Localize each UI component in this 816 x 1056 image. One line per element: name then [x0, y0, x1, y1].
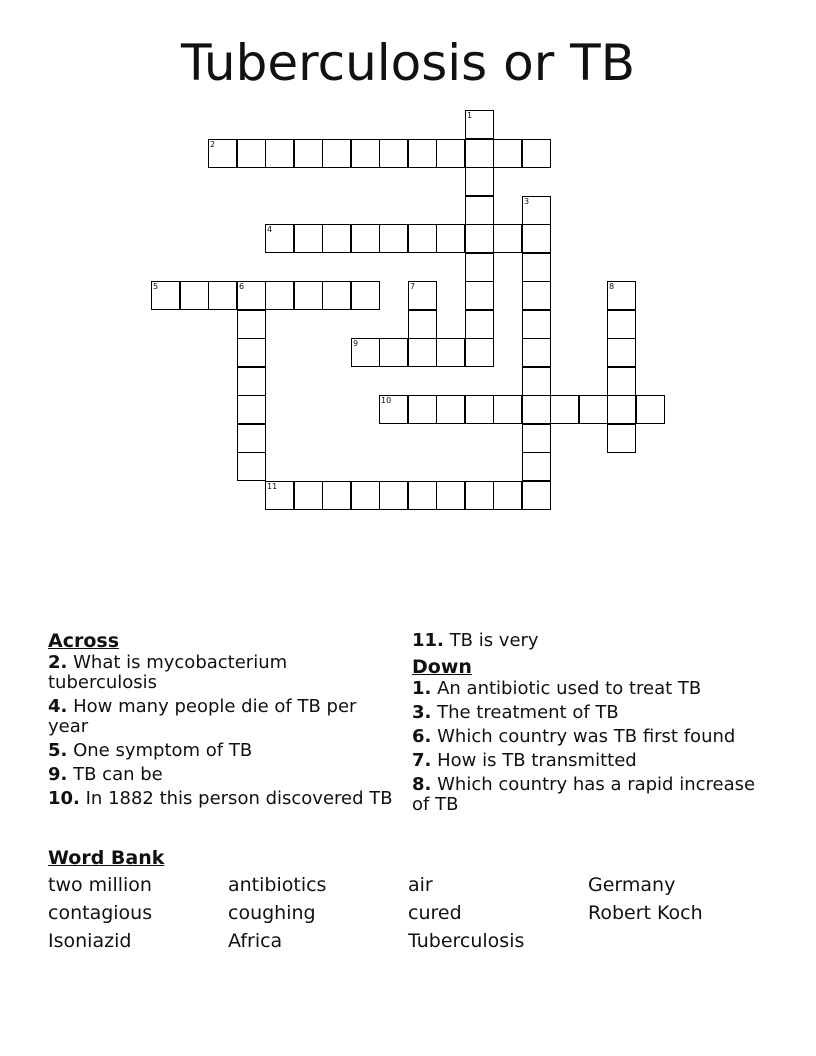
- grid-cell[interactable]: [465, 481, 494, 510]
- grid-cell[interactable]: [379, 338, 408, 367]
- clue-number-label: 6: [239, 282, 245, 291]
- clue-number-label: 4: [267, 225, 273, 234]
- grid-cell[interactable]: [294, 281, 323, 310]
- grid-cell[interactable]: [408, 224, 437, 253]
- clue-number-label: 8: [609, 282, 615, 291]
- word-bank-item: cured: [408, 902, 462, 924]
- grid-cell[interactable]: [237, 395, 266, 424]
- grid-cell[interactable]: [607, 310, 636, 339]
- grid-cell[interactable]: [265, 139, 294, 168]
- grid-cell[interactable]: [465, 281, 494, 310]
- grid-cell[interactable]: [322, 281, 351, 310]
- clue-across-9: 9. TB can be: [48, 764, 163, 785]
- grid-cell[interactable]: [408, 395, 437, 424]
- grid-cell[interactable]: [237, 452, 266, 481]
- clue-number-label: 2: [210, 140, 216, 149]
- word-bank-item: contagious: [48, 902, 153, 924]
- grid-cell[interactable]: [465, 395, 494, 424]
- down-heading: Down: [412, 656, 472, 678]
- word-bank-item: Africa: [228, 930, 283, 952]
- grid-cell[interactable]: [237, 424, 266, 453]
- across-heading: Across: [48, 630, 120, 652]
- word-bank-item: air: [408, 874, 433, 896]
- grid-cell[interactable]: [408, 310, 437, 339]
- grid-cell[interactable]: [522, 310, 551, 339]
- grid-cell[interactable]: [465, 338, 494, 367]
- clue-number-label: 10: [381, 396, 392, 405]
- grid-cell[interactable]: [522, 281, 551, 310]
- clue-across-2: 2. What is mycobacterium tuberculosis: [48, 652, 288, 693]
- page-title: Tuberculosis or TB: [180, 34, 636, 92]
- across-clues: [48, 629, 398, 813]
- grid-cell[interactable]: [351, 281, 380, 310]
- clue-down-6: 6. Which country was TB first found: [412, 726, 736, 747]
- clue-across-5: 5. One symptom of TB: [48, 740, 253, 761]
- grid-cell[interactable]: [522, 424, 551, 453]
- grid-cell[interactable]: [522, 481, 551, 510]
- grid-cell[interactable]: [436, 395, 465, 424]
- grid-cell[interactable]: [294, 224, 323, 253]
- clue-number-label: 7: [410, 282, 416, 291]
- grid-cell[interactable]: [493, 481, 522, 510]
- clue-across-11: 11. TB is very: [412, 630, 539, 651]
- grid-cell[interactable]: [522, 338, 551, 367]
- grid-cell[interactable]: [607, 367, 636, 396]
- grid-cell[interactable]: [351, 224, 380, 253]
- down-clues: [412, 631, 772, 819]
- clue-number-label: 9: [353, 339, 359, 348]
- clue-down-7: 7. How is TB transmitted: [412, 750, 637, 771]
- grid-cell[interactable]: [237, 367, 266, 396]
- clue-number-label: 3: [524, 197, 530, 206]
- grid-cell[interactable]: [522, 452, 551, 481]
- word-bank-item: Tuberculosis: [408, 930, 525, 952]
- grid-cell[interactable]: [522, 139, 551, 168]
- grid-cell[interactable]: [351, 139, 380, 168]
- word-bank-item: antibiotics: [228, 874, 327, 896]
- grid-cell[interactable]: [465, 167, 494, 196]
- grid-cell[interactable]: [636, 395, 665, 424]
- grid-cell[interactable]: [379, 224, 408, 253]
- clue-down-1: 1. An antibiotic used to treat TB: [412, 678, 702, 699]
- grid-cell[interactable]: [408, 481, 437, 510]
- grid-cell[interactable]: [579, 395, 608, 424]
- grid-cell[interactable]: [294, 139, 323, 168]
- grid-cell[interactable]: [493, 395, 522, 424]
- grid-cell[interactable]: [237, 338, 266, 367]
- grid-cell[interactable]: [436, 481, 465, 510]
- grid-cell[interactable]: [379, 481, 408, 510]
- grid-cell[interactable]: [522, 395, 551, 424]
- word-bank-item: Germany: [588, 874, 676, 896]
- word-bank: [48, 873, 768, 953]
- grid-cell[interactable]: [465, 310, 494, 339]
- grid-cell[interactable]: [607, 338, 636, 367]
- grid-cell[interactable]: [522, 224, 551, 253]
- grid-cell[interactable]: [522, 253, 551, 282]
- word-bank-heading: Word Bank: [48, 847, 165, 869]
- clue-down-3: 3. The treatment of TB: [412, 702, 619, 723]
- grid-cell[interactable]: [607, 424, 636, 453]
- grid-cell[interactable]: [465, 224, 494, 253]
- grid-cell[interactable]: [465, 253, 494, 282]
- grid-cell[interactable]: [294, 481, 323, 510]
- grid-cell[interactable]: [351, 481, 380, 510]
- grid-cell[interactable]: [607, 395, 636, 424]
- grid-cell[interactable]: [493, 224, 522, 253]
- grid-cell[interactable]: [322, 224, 351, 253]
- grid-cell[interactable]: [550, 395, 579, 424]
- word-bank-item: coughing: [228, 902, 316, 924]
- grid-cell[interactable]: [379, 139, 408, 168]
- grid-cell[interactable]: [237, 139, 266, 168]
- grid-cell[interactable]: [436, 224, 465, 253]
- clue-across-10: 10. In 1882 this person discovered TB: [48, 788, 393, 809]
- grid-cell[interactable]: [265, 281, 294, 310]
- grid-cell[interactable]: [436, 338, 465, 367]
- grid-cell[interactable]: [408, 338, 437, 367]
- grid-cell[interactable]: [465, 196, 494, 225]
- clue-down-8: 8. Which country has a rapid increase of TB: [412, 774, 756, 815]
- clue-number-label: 1: [467, 111, 473, 120]
- grid-cell[interactable]: [522, 367, 551, 396]
- grid-cell[interactable]: [322, 139, 351, 168]
- grid-cell[interactable]: [436, 139, 465, 168]
- clue-number-label: 5: [153, 282, 159, 291]
- grid-cell[interactable]: [408, 139, 437, 168]
- grid-cell[interactable]: [322, 481, 351, 510]
- grid-cell[interactable]: [465, 139, 494, 168]
- word-bank-item: Isoniazid: [48, 930, 132, 952]
- grid-cell[interactable]: [237, 310, 266, 339]
- grid-cell[interactable]: [493, 139, 522, 168]
- grid-cell[interactable]: [180, 281, 209, 310]
- clue-number-label: 11: [267, 482, 278, 491]
- word-bank-item: Robert Koch: [588, 902, 703, 924]
- grid-cell[interactable]: [208, 281, 237, 310]
- clue-across-4: 4. How many people die of TB per year: [48, 696, 357, 737]
- word-bank-item: two million: [48, 874, 152, 896]
